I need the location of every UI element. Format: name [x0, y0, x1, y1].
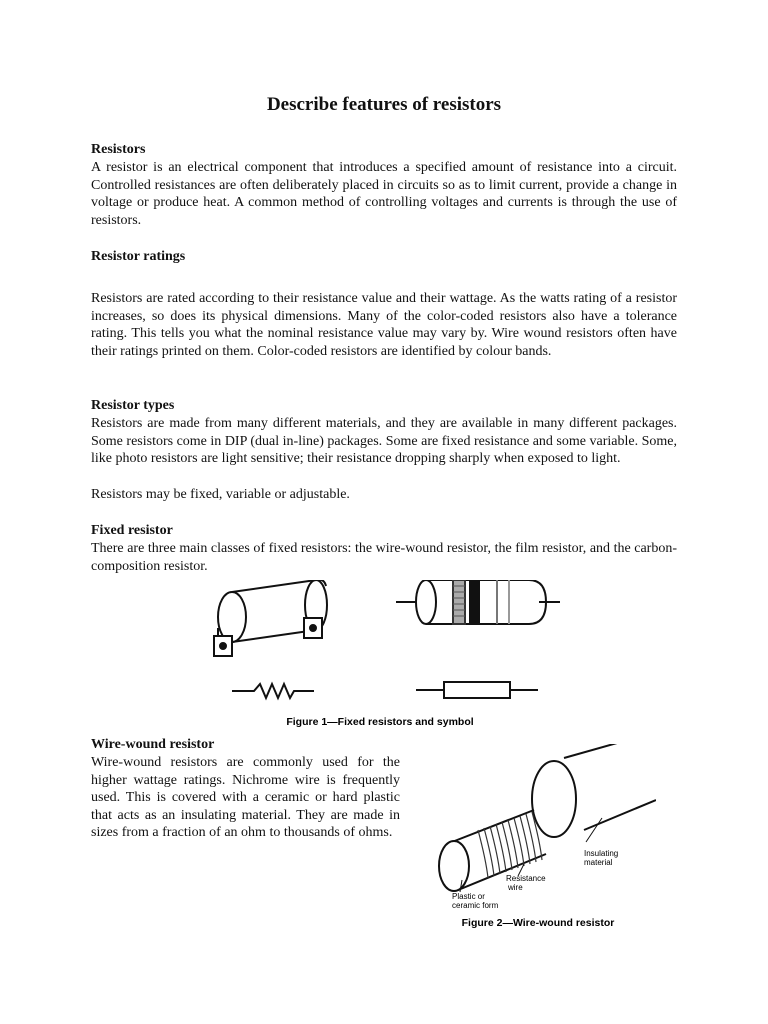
label-plastic-ceramic-form: Plastic or ceramic form	[452, 892, 499, 910]
figure-wire-wound-resistor	[414, 744, 656, 932]
heading-resistors: Resistors	[91, 142, 146, 157]
paragraph-resistor-kinds: Resistors may be fixed, variable or adjustable.	[91, 487, 350, 502]
label-resistance-wire: Resistance wire	[506, 874, 546, 892]
heading-wire-wound-resistor: Wire-wound resistor	[91, 737, 215, 752]
label-insulating-material: Insulating material	[584, 849, 619, 867]
paragraph-fixed-resistor: There are three main classes of fixed resistors: the wire-wound resistor, the film resistor, and the carbon-composition resistor.	[91, 541, 677, 574]
heading-fixed-resistor: Fixed resistor	[91, 523, 173, 538]
paragraph-wire-wound-resistor: Wire-wound resistors are commonly used for the higher wattage ratings. Nichrome wire is frequently used. This is covered with a ceramic or hard plastic that acts as an insulating material. They are made in sizes from a fraction of an ohm to thousands of ohms.	[91, 755, 400, 840]
figure2-caption: Figure 2—Wire-wound resistor	[461, 917, 615, 929]
heading-resistor-ratings: Resistor ratings	[91, 249, 186, 264]
paragraph-resistor-ratings: Resistors are rated according to their resistance value and their wattage. As the watts rating of a resistor increases, so does its physical dimensions. Many of the color-coded resistors also have a tolerance rating. This tells you what the nominal resistance value may vary by. Wire wound resistors often have their ratings printed on them. Color-coded resistors are identified by colour bands.	[91, 291, 677, 359]
paragraph-resistors: A resistor is an electrical component that introduces a specified amount of resistance into a circuit. Controlled resistances are often deliberately placed in circuits so as to limit current, provide a change in voltage or produce heat. A common method of controlling voltages and currents is through the use of resistors.	[91, 160, 677, 228]
figure1-caption: Figure 1—Fixed resistors and symbol	[286, 716, 474, 728]
figure-fixed-resistors	[174, 580, 596, 732]
page-title: Describe features of resistors	[266, 94, 502, 115]
paragraph-resistor-types: Resistors are made from many different materials, and they are available in many different packages. Some resistors come in DIP (dual in-line) packages. Some are fixed resistance and some variable. Some, like photo resistors are light sensitive; their resistance dropping sharply when exposed to light.	[91, 416, 677, 466]
heading-resistor-types: Resistor types	[91, 398, 175, 413]
